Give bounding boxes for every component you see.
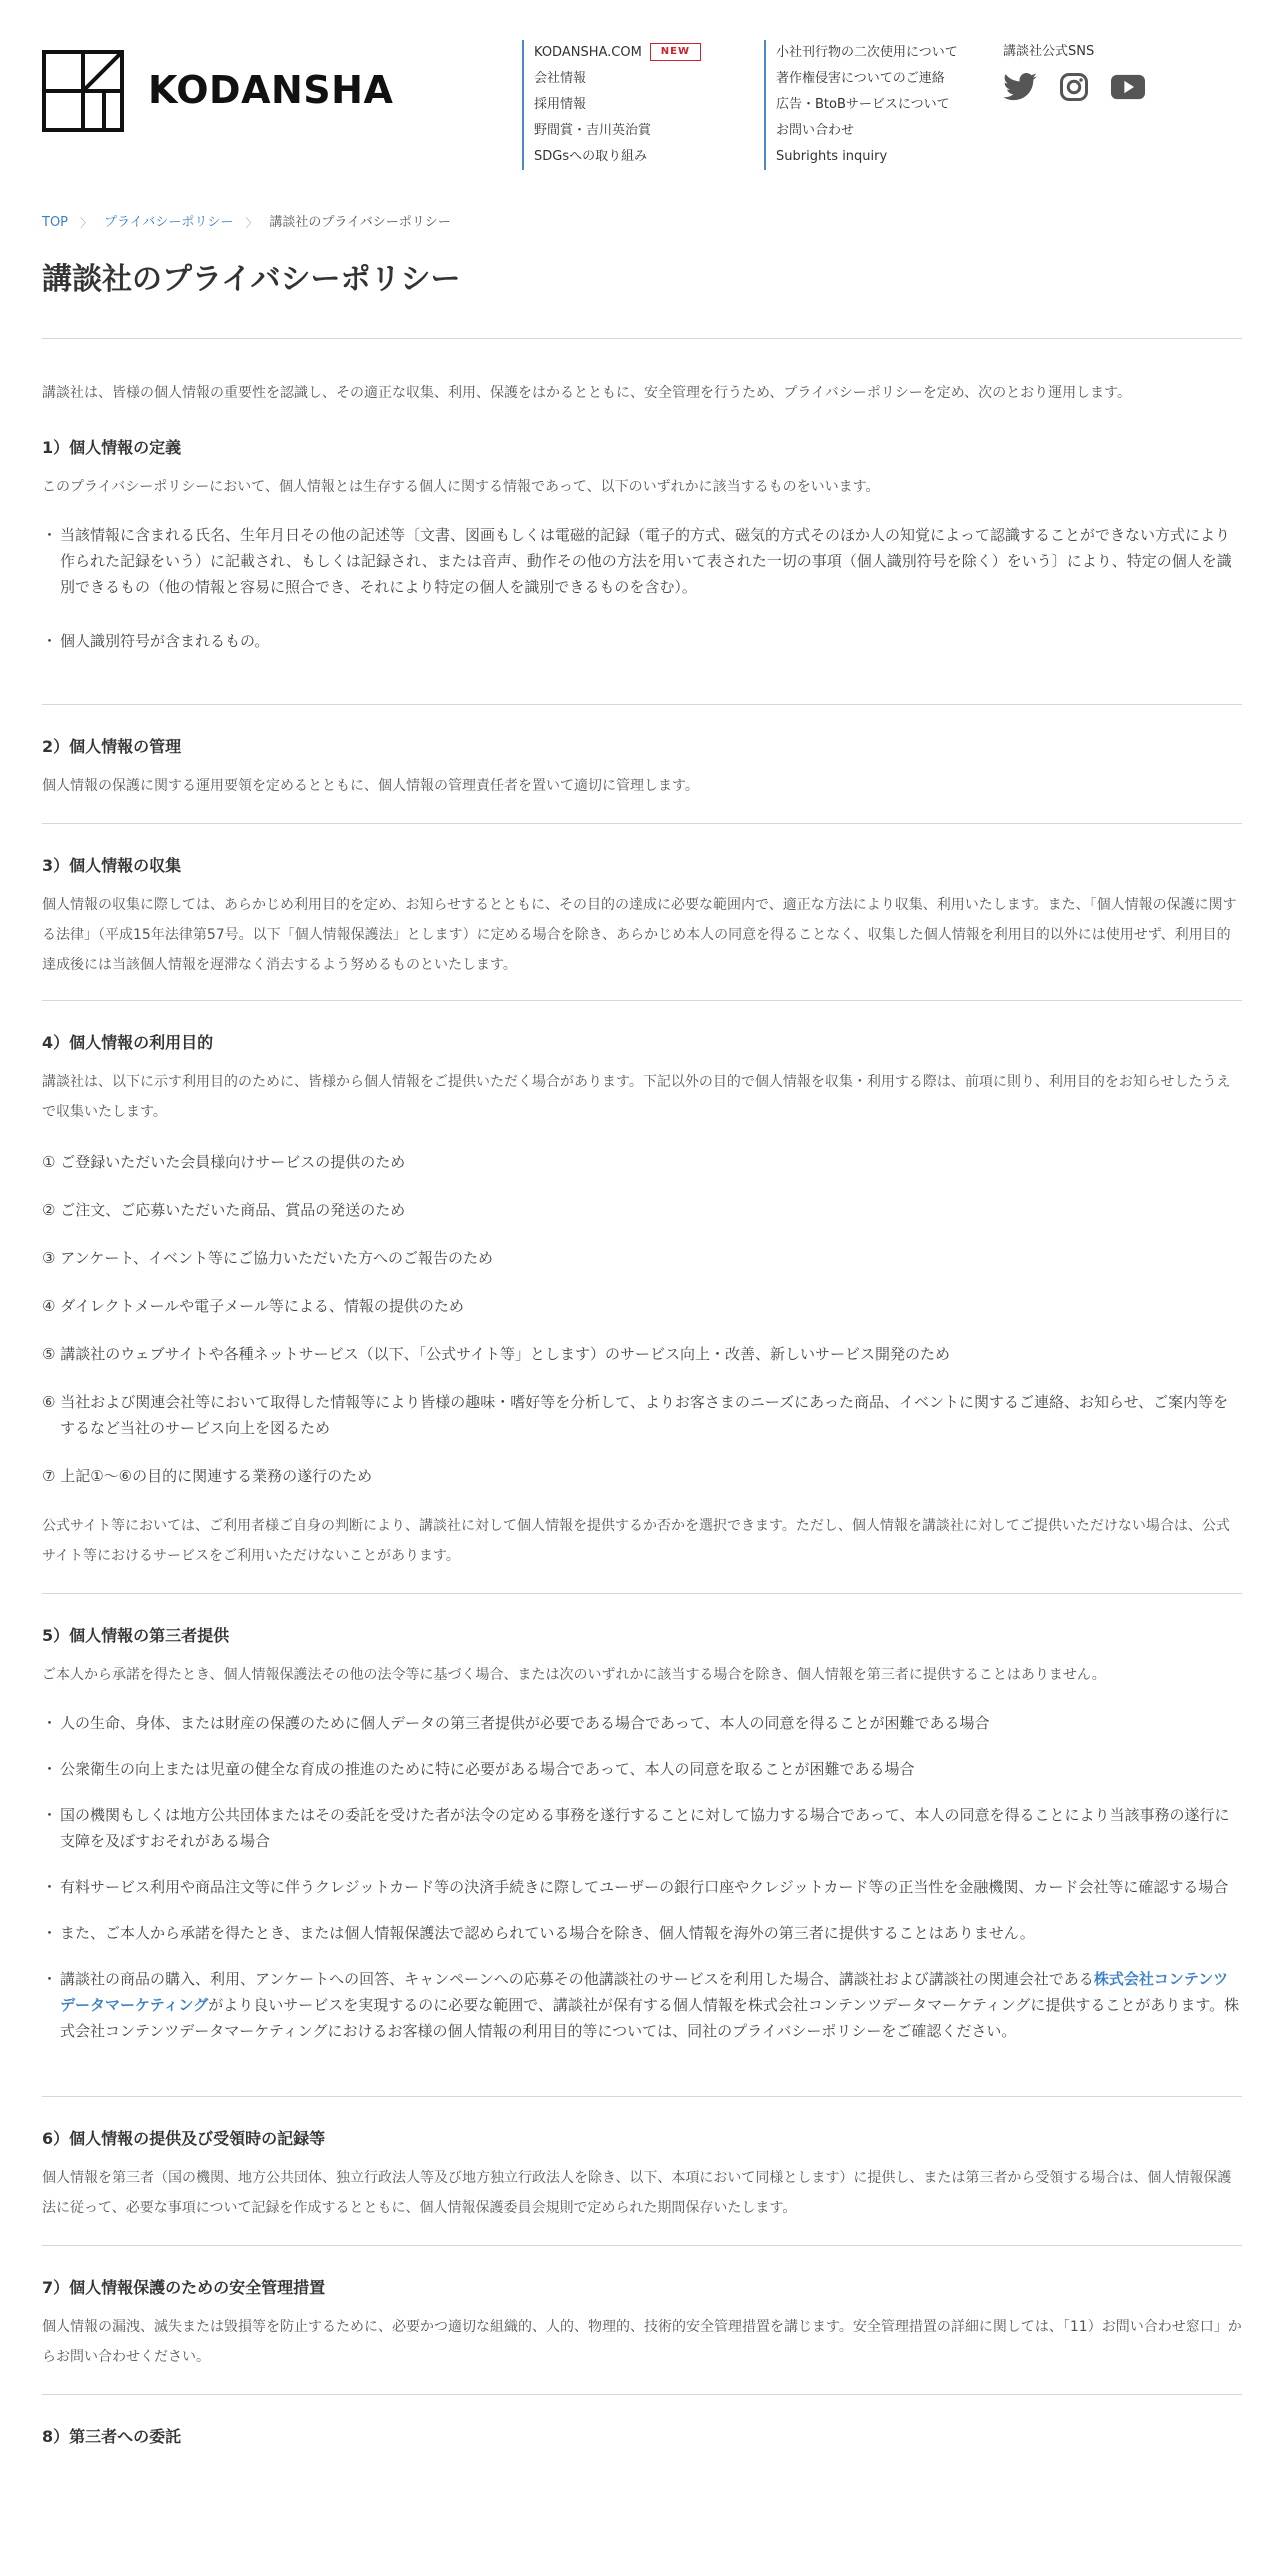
title-divider bbox=[42, 338, 1242, 339]
purpose-item: ④ ダイレクトメールや電子メール等による、情報の提供のため bbox=[42, 1297, 464, 1315]
sns-title: 講談社公式SNS bbox=[1003, 44, 1095, 59]
section-heading: 5）個人情報の第三者提供 bbox=[42, 1626, 230, 1645]
section-heading: 2）個人情報の管理 bbox=[42, 737, 182, 756]
section-heading: 8）第三者への委託 bbox=[42, 2427, 182, 2446]
section-outsourcing bbox=[42, 2394, 1242, 2449]
section-heading: 6）個人情報の提供及び受領時の記録等 bbox=[42, 2129, 326, 2148]
header-nav-primary bbox=[522, 40, 701, 170]
nav-link-secondary-use[interactable]: 小社刊行物の二次使用について bbox=[776, 45, 958, 60]
list-item: ・ 個人識別符号が含まれるもの。 bbox=[42, 628, 1242, 654]
section-third-party bbox=[42, 1593, 1242, 2096]
section-text: 講談社は、以下に示す利用目的のために、皆様から個人情報をご提供いただく場合があります。下記以外の目的で個人情報を収集・利用する際は、前項に則り、利用目的をお知らせしたうえで収集いたします。 bbox=[42, 1074, 1231, 1120]
section-heading: 7）個人情報保護のための安全管理措置 bbox=[42, 2278, 326, 2297]
section-text: ご本人から承諾を得たとき、個人情報保護法その他の法令等に基づく場合、または次のいずれかに該当する場合を除き、個人情報を第三者に提供することはありません。 bbox=[42, 1667, 1106, 1683]
site-header bbox=[0, 0, 1284, 180]
nav-link-kodansha-com[interactable]: KODANSHA.COM NEW bbox=[534, 40, 701, 66]
purpose-item: ⑥ 当社および関連会社等において取得した情報等により皆様の趣味・嗜好等を分析して、よりお客さまのニーズにあった商品、イベントに関するご連絡、お知らせ、ご案内等をするなど当社のサービス向上を図るため bbox=[42, 1393, 1229, 1437]
purpose-item: ① ご登録いただいた会員様向けサービスの提供のため bbox=[42, 1153, 406, 1171]
purpose-item: ⑤ 講談社のウェブサイトや各種ネットサービス（以下、「公式サイト等」とします）のサービス向上・改善、新しいサービス開発のため bbox=[42, 1345, 951, 1363]
instagram-icon[interactable] bbox=[1059, 72, 1089, 102]
policy-content bbox=[42, 380, 1242, 2461]
nav-link-advertising[interactable]: 広告・BtoBサービスについて bbox=[776, 97, 950, 112]
section-heading: 4）個人情報の利用目的 bbox=[42, 1033, 214, 1052]
header-nav-secondary bbox=[764, 40, 958, 170]
cdm-company-link[interactable]: 株式会社コンテンツデータマーケティング bbox=[60, 1970, 1229, 2014]
section-records bbox=[42, 2096, 1242, 2245]
section-purpose bbox=[42, 1000, 1242, 1593]
section-text: 個人情報の収集に際しては、あらかじめ利用目的を定め、お知らせするとともに、その目的の達成に必要な範囲内で、適正な方法により収集、利用いたします。また、「個人情報の保護に関する法律」（平成15年法律第57号。以下「個人情報保護法」とします）に定める場合を除き、あらかじめ本人の同意を得ることなく、収集した個人情報を利用目的以外には使用せず、利用目的達成後には当該個人情報を遅滞なく消去するよう努めるものといたします。 bbox=[42, 897, 1237, 973]
page-title: 講談社のプライバシーポリシー bbox=[42, 262, 461, 297]
purpose-note: 公式サイト等においては、ご利用者様ご自身の判断により、講談社に対して個人情報を提供するか否かを選択できます。ただし、個人情報を講談社に対してご提供いただけない場合は、公式サイト等におけるサービスをご利用いただけないことがあります。 bbox=[42, 1518, 1230, 1564]
breadcrumb-separator: 〉 bbox=[80, 216, 93, 230]
lead-text: 講談社は、皆様の個人情報の重要性を認識し、その適正な収集、利用、保護をはかるとともに、安全管理を行うため、プライバシーポリシーを定め、次のとおり運用します。 bbox=[42, 385, 1132, 401]
twitter-icon[interactable] bbox=[1003, 73, 1037, 101]
list-item: ・ 有料サービス利用や商品注文等に伴うクレジットカード等の決済手続きに際してユーザーの銀行口座やクレジットカード等の正当性を金融機関、カード会社等に確認する場合 bbox=[42, 1874, 1242, 1900]
section-text: 個人情報を第三者（国の機関、地方公共団体、独立行政法人等及び地方独立行政法人を除き、以下、本項において同様とします）に提供し、または第三者から受領する場合は、個人情報保護法に従って、必要な事項について記録を作成するとともに、個人情報保護委員会規則で定められた期間保存いたします。 bbox=[42, 2170, 1232, 2216]
new-badge: NEW bbox=[650, 43, 701, 61]
section-heading: 1）個人情報の定義 bbox=[42, 438, 182, 457]
section-text: 個人情報の漏洩、滅失または毀損等を防止するために、必要かつ適切な組織的、人的、物理的、技術的安全管理措置を講じます。安全管理措置の詳細に関しては、「11）お問い合わせ窓口」からお問い合わせください。 bbox=[42, 2319, 1242, 2365]
list-item: ・ 人の生命、身体、または財産の保護のために個人データの第三者提供が必要である場合であって、本人の同意を得ることが困難である場合 bbox=[42, 1710, 1242, 1736]
nav-link-subrights[interactable]: Subrights inquiry bbox=[776, 149, 888, 164]
section-security bbox=[42, 2245, 1242, 2394]
section-text: 個人情報の保護に関する運用要領を定めるとともに、個人情報の管理責任者を置いて適切に管理します。 bbox=[42, 778, 699, 794]
sns-block bbox=[1003, 42, 1145, 102]
purpose-item: ③ アンケート、イベント等にご協力いただいた方へのご報告のため bbox=[42, 1249, 493, 1267]
list-item: ・ 国の機関もしくは地方公共団体またはその委託を受けた者が法令の定める事務を遂行することに対して協力する場合であって、本人の同意を得ることにより当該事務の遂行に支障を及ぼすおそれがある場合 bbox=[42, 1802, 1242, 1854]
nav-link-awards[interactable]: 野間賞・吉川英治賞 bbox=[534, 123, 652, 138]
section-collection bbox=[42, 823, 1242, 1000]
breadcrumb-top[interactable]: TOP bbox=[42, 215, 69, 230]
section-heading: 3）個人情報の収集 bbox=[42, 856, 182, 875]
purpose-item: ② ご注文、ご応募いただいた商品、賞品の発送のため bbox=[42, 1201, 406, 1219]
youtube-icon[interactable] bbox=[1111, 74, 1145, 100]
list-item: ・ 当該情報に含まれる氏名、生年月日その他の記述等〔文書、図画もしくは電磁的記録（電子的方式、磁気的方式そのほか人の知覚によって認識することができない方式により作られた記録をいう）に記載され、もしくは記録され、または音声、動作その他の方法を用いて表された一切の事項（個人識別符号を除く）をいう〕により、特定の個人を識別できるもの（他の情報と容易に照合でき、それにより特定の個人を識別できるものを含む）。 bbox=[42, 522, 1242, 600]
breadcrumb-current: 講談社のプライバシーポリシー bbox=[269, 215, 451, 230]
purpose-item: ⑦ 上記①～⑥の目的に関連する業務の遂行のため bbox=[42, 1467, 373, 1485]
section-management bbox=[42, 704, 1242, 823]
breadcrumb-privacy-policy[interactable]: プライバシーポリシー bbox=[104, 215, 234, 230]
nav-link-recruit[interactable]: 採用情報 bbox=[534, 97, 587, 112]
section-text: このプライバシーポリシーにおいて、個人情報とは生存する個人に関する情報であって、以下のいずれかに該当するものをいいます。 bbox=[42, 479, 880, 495]
section-definition bbox=[42, 406, 1242, 704]
nav-link-contact[interactable]: お問い合わせ bbox=[776, 123, 855, 138]
kodansha-logo-icon[interactable] bbox=[42, 50, 124, 132]
list-item: ・ 講談社の商品の購入、利用、アンケートへの回答、キャンペーンへの応募その他講談社のサービスを利用した場合、講談社および講談社の関連会社である株式会社コンテンツデータマーケティングがより良いサービスを実現するのに必要な範囲で、講談社が保有する個人情報を株式会社コンテンツデータマーケティングに提供することがあります。株式会社コンテンツデータマーケティングにおけるお客様の個人情報の利用目的等については、同社のプライバシーポリシーをご確認ください。 bbox=[42, 1966, 1242, 2044]
list-item: ・ 公衆衛生の向上または児童の健全な育成の推進のために特に必要がある場合であって、本人の同意を取ることが困難である場合 bbox=[42, 1756, 1242, 1782]
nav-link-sdgs[interactable]: SDGsへの取り組み bbox=[534, 149, 648, 164]
list-item: ・ また、ご本人から承諾を得たとき、または個人情報保護法で認められている場合を除き、個人情報を海外の第三者に提供することはありません。 bbox=[42, 1920, 1242, 1946]
logo-wordmark[interactable]: KODANSHA bbox=[148, 68, 394, 112]
breadcrumb-separator: 〉 bbox=[245, 216, 258, 230]
nav-link-company[interactable]: 会社情報 bbox=[534, 71, 587, 86]
breadcrumb bbox=[42, 214, 451, 232]
nav-link-copyright[interactable]: 著作権侵害についてのご連絡 bbox=[776, 71, 945, 86]
